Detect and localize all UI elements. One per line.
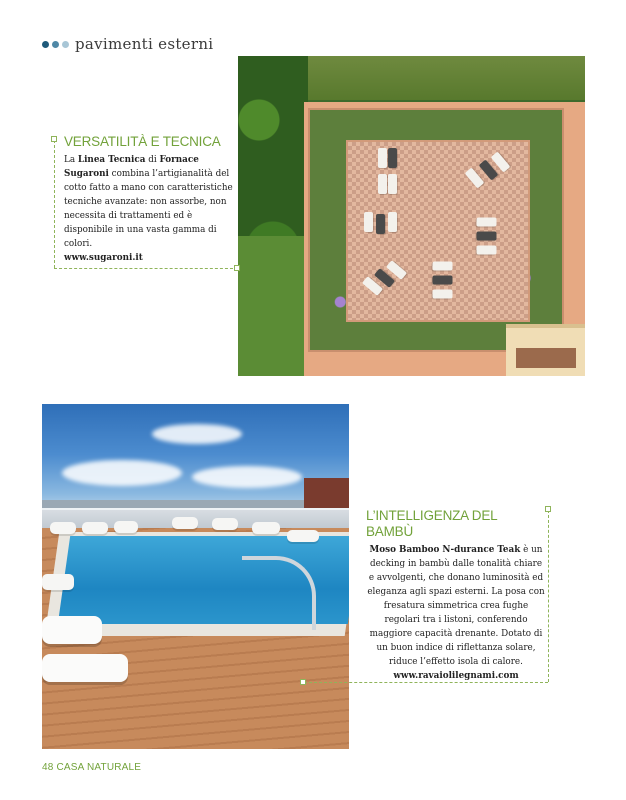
frame-line [548,510,549,682]
article-title: VERSATILITÀ E TECNICA [64,134,221,149]
article-body: Moso Bamboo N-durance Teak è un decking in bambù dalle tonalità chiare e avvolgenti, che donano luminosità ed eleganza agli spazi esterni. La posa con fresatura simmetrica crea fughe regolari tra i listoni, conferendo maggiore capacità drenante. Dotato di un buon indice di riflettanza solare, riduce l’effetto isola di calore. [367,545,545,667]
frame-line [54,268,238,269]
page-footer [42,762,141,773]
section-header [42,34,213,54]
article-versatilita [64,134,236,265]
dot-dark [42,41,49,48]
frame-line [54,140,55,268]
dot-mid [52,41,59,48]
section-title: pavimenti esterni [75,35,214,53]
article-bambu [366,508,546,683]
frame-corner [51,136,57,142]
rooftop-garden-photo [238,56,585,376]
article-title: L’INTELLIGENZA DEL BAMBÙ [366,508,497,539]
section-dots-icon [42,41,69,48]
article-body: La Linea Tecnica di Fornace Sugaroni combina l’artigianalità del cotto fatto a mano con caratteristiche tecniche avanzate: non assorbe, non necessita di trattamenti ed è disponibile in una vasta gamma di colori. [64,155,233,249]
magazine-name: CASA NATURALE [56,762,142,773]
frame-corner [234,265,240,271]
dot-light [62,41,69,48]
frame-corner [300,679,306,685]
rooftop-pool-photo [42,404,349,749]
website-link[interactable]: www.ravaiolilegnami.com [393,671,519,681]
website-link[interactable]: www.sugaroni.it [64,253,143,263]
page-number: 48 [42,762,54,773]
